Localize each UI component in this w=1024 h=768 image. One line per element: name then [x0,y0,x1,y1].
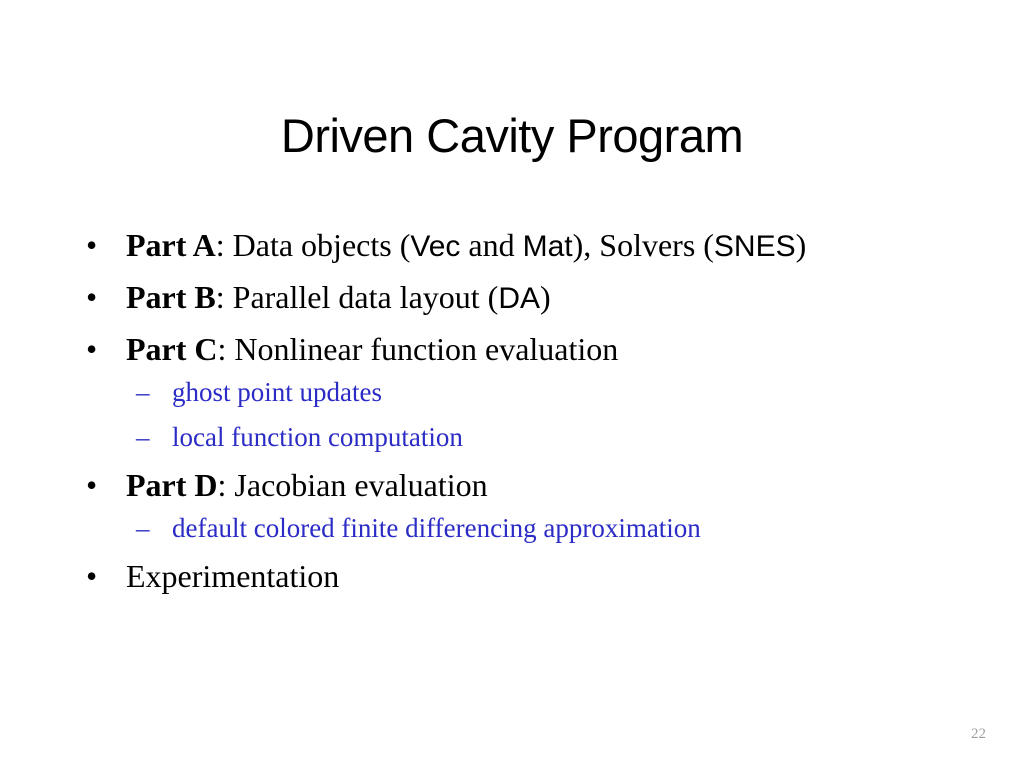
bullet-icon: • [86,279,98,315]
part-label: Part A [126,227,216,263]
bullet-icon: • [86,331,98,367]
code-term: SNES [713,230,796,263]
sub-item [84,376,884,408]
code-term: DA [498,282,540,315]
sub-item-text: default colored finite differencing approximation [172,513,701,543]
part-label: Part B [126,279,216,315]
bullet-icon: • [86,558,98,594]
bullet-item-part-a [84,226,884,266]
item-text: Experimentation [126,558,340,594]
item-text: : Nonlinear function evaluation [217,331,619,367]
dash-icon: – [136,377,150,407]
sub-item [84,512,884,544]
bullet-item-part-d [84,466,884,504]
item-text: : Parallel data layout ( [215,279,499,315]
item-text: and [460,227,523,263]
part-label: Part D [126,467,218,503]
bullet-icon: • [86,227,98,263]
dash-icon: – [136,422,150,452]
sub-item [84,421,884,453]
item-text: ) [795,227,807,263]
page-number: 22 [971,726,986,742]
bullet-icon: • [86,467,98,503]
bullet-item-part-b [84,278,884,318]
sub-item-text: ghost point updates [172,377,382,407]
code-term: Vec [410,230,461,263]
slide-title: Driven Cavity Program [280,109,744,162]
part-label: Part C [126,331,218,367]
bullet-item-experimentation [84,557,884,595]
item-text: : Data objects ( [215,227,411,263]
dash-icon: – [136,513,150,543]
code-term: Mat [522,230,573,263]
sub-item-text: local function computation [172,422,463,452]
bullet-list [84,226,884,607]
item-text: : Jacobian evaluation [217,467,488,503]
item-text: ), Solvers ( [572,227,714,263]
item-text: ) [540,279,551,315]
bullet-item-part-c [84,330,884,368]
